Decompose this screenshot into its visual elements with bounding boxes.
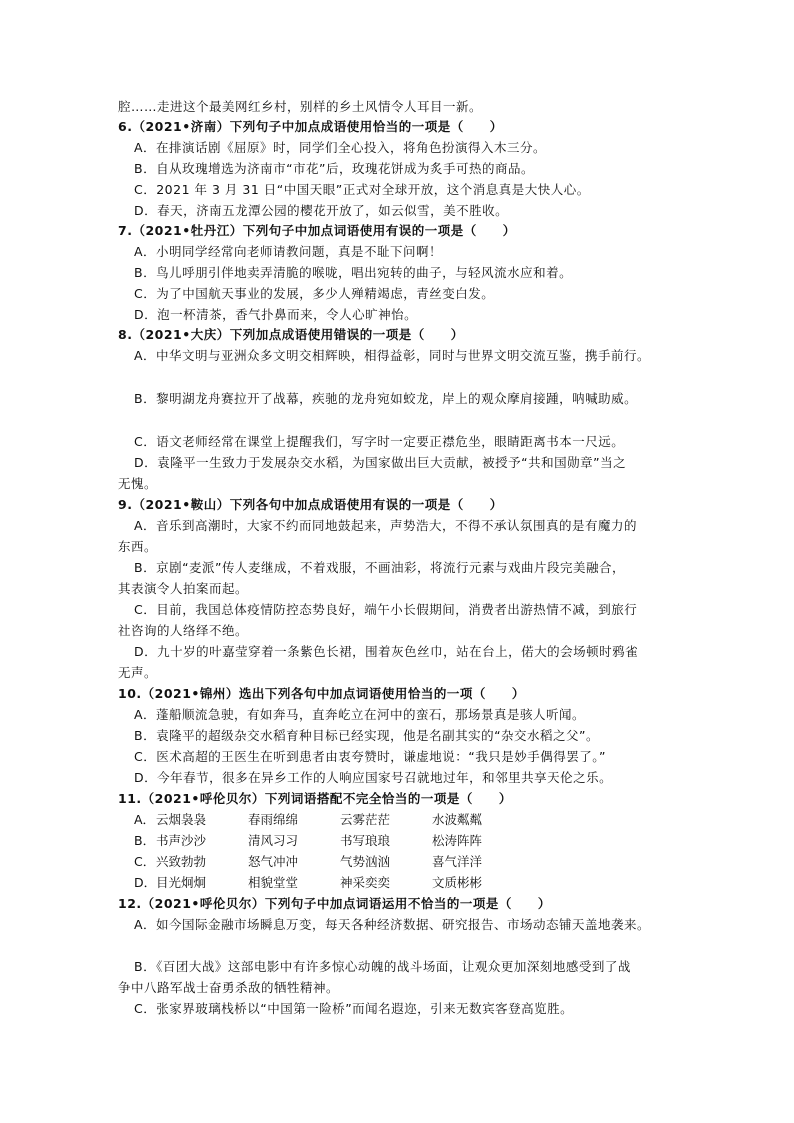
q7-option-a: A．小明同学经常向老师请教问题，真是不耻下问啊！ bbox=[134, 244, 443, 259]
q11-d-word-1: 目光炯炯 bbox=[156, 875, 207, 890]
q11-option-a bbox=[134, 812, 524, 828]
q11-a-word-3: 云雾茫茫 bbox=[340, 812, 391, 827]
q9-option-c: C．目前，我国总体疫情防控态势良好，端午小长假期间，消费者出游热情不减，到旅行 bbox=[134, 602, 638, 617]
q10-option-a: A．蓬船顺流急驶，有如奔马，直奔屹立在河中的蛮石，那场景真是骇人听闻。 bbox=[134, 707, 586, 722]
q9-option-a-cont: 东西。 bbox=[118, 539, 158, 554]
q7-option-c: C．为了中国航天事业的发展，多少人殚精竭虑，青丝变白发。 bbox=[134, 286, 495, 301]
q11-option-d bbox=[134, 875, 524, 891]
q9-option-c-cont: 社咨询的人络绎不绝。 bbox=[118, 623, 249, 638]
q11-a-word-4: 水波粼粼 bbox=[432, 812, 483, 827]
q9-option-b: B．京剧“麦派”传人麦继成，不着戏服，不画油彩，将流行元素与戏曲片段完美融合， bbox=[134, 560, 626, 575]
continued-text: 腔……走进这个最美网红乡村，别样的乡土风情令人耳目一新。 bbox=[118, 99, 483, 114]
q11-option-c bbox=[134, 854, 524, 870]
question-8: 8.（2021•大庆）下列加点成语使用错误的一项是（ ） bbox=[118, 327, 464, 342]
q11-c-word-4: 喜气洋洋 bbox=[432, 854, 483, 869]
q7-option-d: D．泡一杯清茶，香气扑鼻而来，令人心旷神怡。 bbox=[134, 307, 418, 322]
q8-option-b: B．黎明湖龙舟赛拉开了战幕，疾驰的龙舟宛如蛟龙，岸上的观众摩肩接踵，呐喊助威。 bbox=[134, 391, 638, 406]
q11-c-label: C． bbox=[134, 854, 156, 869]
q11-d-label: D． bbox=[134, 875, 157, 890]
q11-a-word-2: 春雨绵绵 bbox=[248, 812, 299, 827]
q8-option-d-cont: 无愧。 bbox=[118, 476, 158, 491]
q11-a-word-1: 云烟袅袅 bbox=[156, 812, 207, 827]
question-12: 12.（2021•呼伦贝尔）下列句子中加点词语运用不恰当的一项是（ ） bbox=[118, 896, 551, 911]
q12-option-b-cont: 争中八路军战士奋勇杀敌的牺牲精神。 bbox=[118, 980, 340, 995]
q11-d-word-2: 相貌堂堂 bbox=[248, 875, 299, 890]
q11-b-word-4: 松涛阵阵 bbox=[432, 833, 483, 848]
q6-option-c: C．2021 年 3 月 31 日“中国天眼”正式对全球开放，这个消息真是大快人心。 bbox=[134, 182, 590, 197]
question-11: 11.（2021•呼伦贝尔）下列词语搭配不完全恰当的一项是（ ） bbox=[118, 791, 512, 806]
q8-option-d: D．袁隆平一生致力于发展杂交水稻，为国家做出巨大贡献，被授予“共和国勋章”当之 bbox=[134, 455, 627, 470]
q9-option-d-cont: 无声。 bbox=[118, 665, 158, 680]
q11-c-word-2: 怒气冲冲 bbox=[248, 854, 299, 869]
question-10: 10.（2021•锦州）选出下列各句中加点词语使用恰当的一项（ ） bbox=[118, 686, 525, 701]
q12-option-b: B．《百团大战》这部电影中有许多惊心动魄的战斗场面，让观众更加深刻地感受到了战 bbox=[134, 959, 631, 974]
q11-d-word-4: 文质彬彬 bbox=[432, 875, 483, 890]
q11-c-word-3: 气势汹汹 bbox=[340, 854, 391, 869]
q6-option-b: B．自从玫瑰增选为济南市“市花”后，玫瑰花饼成为炙手可热的商品。 bbox=[134, 161, 535, 176]
q8-option-c: C．语文老师经常在课堂上提醒我们，写字时一定要正襟危坐，眼睛距离书本一尺远。 bbox=[134, 434, 625, 449]
question-9: 9.（2021•鞍山）下列各句中加点成语使用有误的一项是（ ） bbox=[118, 497, 503, 512]
q9-option-a: A．音乐到高潮时，大家不约而同地鼓起来，声势浩大，不得不承认氛围真的是有魔力的 bbox=[134, 518, 638, 533]
q10-option-d: D．今年春节，很多在异乡工作的人响应国家号召就地过年，和邻里共享天伦之乐。 bbox=[134, 770, 613, 785]
question-6: 6.（2021•济南）下列句子中加点成语使用恰当的一项是（ ） bbox=[118, 119, 503, 134]
q11-b-word-3: 书写琅琅 bbox=[340, 833, 391, 848]
q11-a-label: A． bbox=[134, 812, 156, 827]
q9-option-d: D．九十岁的叶嘉莹穿着一条紫色长裙，围着灰色丝巾，站在台上，偌大的会场顿时鸦雀 bbox=[134, 644, 639, 659]
q11-b-word-1: 书声沙沙 bbox=[156, 833, 207, 848]
q6-option-a: A．在排演话剧《屈原》时，同学们全心投入，将角色扮演得入木三分。 bbox=[134, 140, 547, 155]
q11-c-word-1: 兴致勃勃 bbox=[156, 854, 207, 869]
q11-b-label: B． bbox=[134, 833, 156, 848]
q11-option-b bbox=[134, 833, 524, 849]
q9-option-b-cont: 其表演令人拍案而起。 bbox=[118, 581, 249, 596]
q12-option-a: A．如今国际金融市场瞬息万变，每天各种经济数据、研究报告、市场动态铺天盖地袭来。 bbox=[134, 917, 651, 932]
q8-option-a: A．中华文明与亚洲众多文明交相辉映，相得益彰，同时与世界文明交流互鉴，携手前行。 bbox=[134, 348, 651, 363]
question-7: 7.（2021•牡丹江）下列句子中加点词语使用有误的一项是（ ） bbox=[118, 223, 516, 238]
q12-option-c: C．张家界玻璃栈桥以“中国第一险桥”而闻名遐迩，引来无数宾客登高览胜。 bbox=[134, 1001, 574, 1016]
q10-option-b: B．袁隆平的超级杂交水稻育种目标已经实现，他是名副其实的“杂交水稻之父”。 bbox=[134, 728, 600, 743]
q10-option-c: C．医术高超的王医生在听到患者由衷夸赞时，谦虚地说：“我只是妙手偶得罢了。” bbox=[134, 749, 606, 764]
q6-option-d: D．春天，济南五龙潭公园的樱花开放了，如云似雪，美不胜收。 bbox=[134, 203, 509, 218]
q7-option-b: B．鸟儿呼朋引伴地卖弄清脆的喉咙，唱出宛转的曲子，与轻风流水应和着。 bbox=[134, 265, 573, 280]
q11-d-word-3: 神采奕奕 bbox=[340, 875, 391, 890]
q11-b-word-2: 清风习习 bbox=[248, 833, 299, 848]
